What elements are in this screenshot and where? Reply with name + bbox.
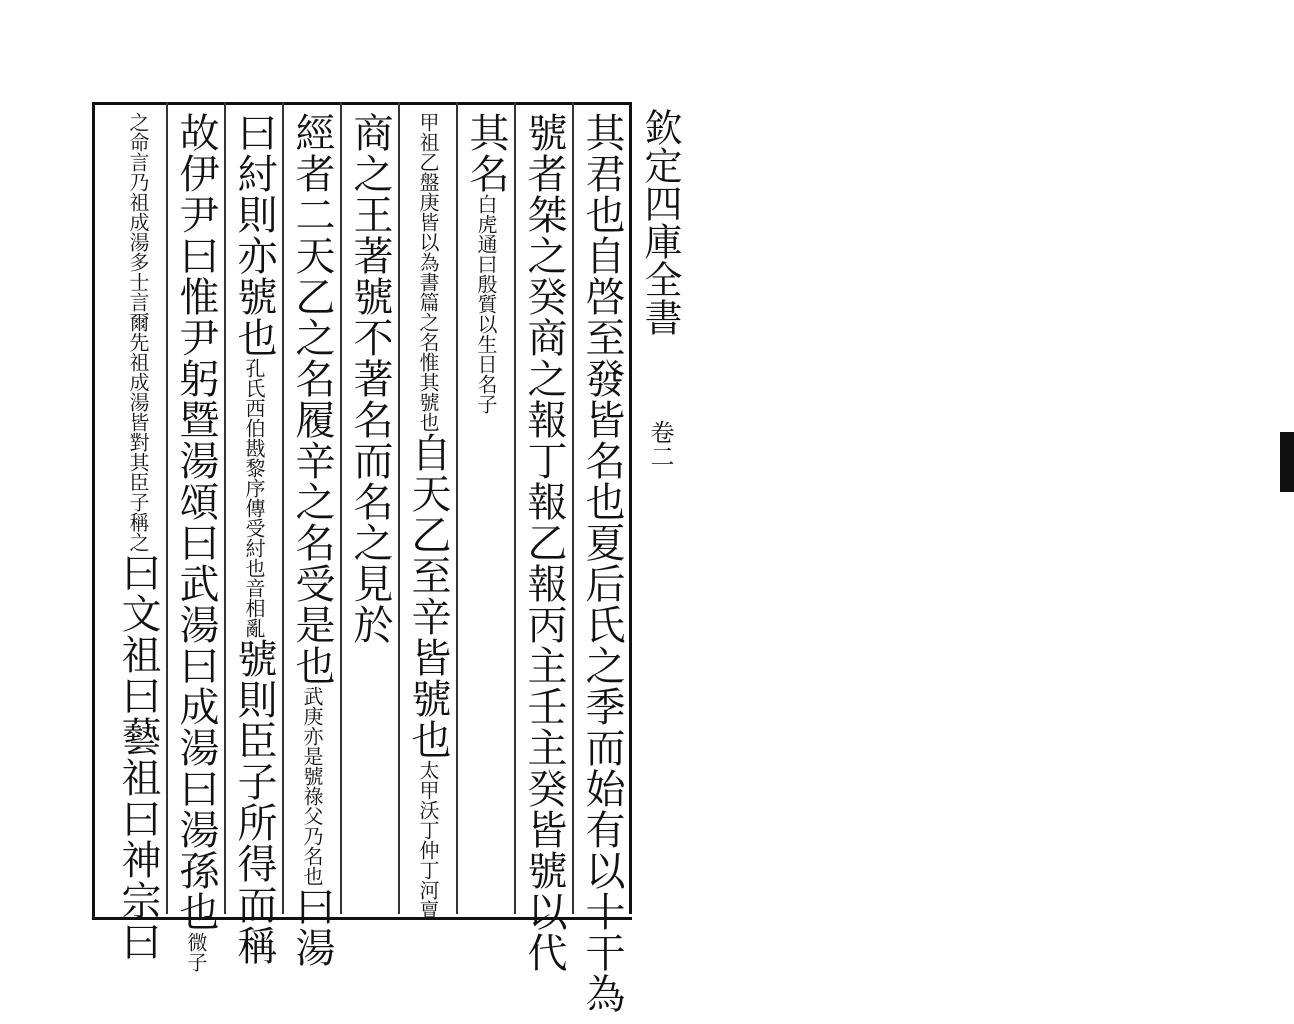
text-column <box>402 112 454 920</box>
text-column <box>518 112 570 973</box>
column-rule <box>398 102 400 914</box>
text-column <box>460 112 512 912</box>
main-text: 故伊尹曰惟尹躬暨湯頌曰武湯曰成湯曰湯孫也 <box>173 112 219 932</box>
text-column <box>344 112 396 912</box>
main-text: 經者二天乙之名履辛之名受是也 <box>289 112 335 686</box>
column-rule <box>166 102 168 914</box>
main-text: 曰文祖曰藝祖曰神宗曰 <box>115 552 161 962</box>
annotation-text: 甲祖乙盤庚皆以為書篇之名惟其號也 <box>416 112 440 432</box>
main-text: 曰紂則亦號也 <box>231 112 277 358</box>
column-rule <box>456 102 458 914</box>
main-text: 其名 <box>463 112 509 194</box>
main-text: 曰湯 <box>289 886 335 968</box>
text-column <box>286 112 338 968</box>
annotation-text: 武庚亦是號祿父乃名也 <box>300 686 324 886</box>
column-rule <box>224 102 226 914</box>
column-rule <box>340 102 342 914</box>
annotation-text: 之命言乃祖成湯多士言爾先祖成湯皆對其臣子稱之 <box>126 112 150 552</box>
main-text: 號者桀之癸商之報丁報乙報丙主壬主癸皆號以代 <box>521 112 567 973</box>
main-text: 其君也自啓至發皆名也夏后氏之季而始有以十干為 <box>579 112 625 1014</box>
book-title: 欽定四庫全書 <box>638 108 682 336</box>
annotation-text: 微子 <box>184 932 208 972</box>
text-column <box>576 112 628 1014</box>
text-column <box>228 112 280 966</box>
text-column <box>170 112 222 972</box>
main-text: 商之王著號不著名而名之見於 <box>347 112 393 645</box>
annotation-text: 孔氏西伯戡黎序傳受紂也音相亂 <box>242 358 266 638</box>
column-rule <box>572 102 574 914</box>
text-column <box>112 112 164 962</box>
fish-tail-mark <box>1280 432 1294 492</box>
volume-label: 卷二 <box>646 420 674 468</box>
main-text: 號則臣子所得而稱 <box>231 638 277 966</box>
annotation-text: 太甲沃丁仲丁河亶 <box>416 760 440 920</box>
annotation-text: 白虎通曰殷質以生日名子 <box>474 194 498 414</box>
column-rule <box>282 102 284 914</box>
column-rule <box>514 102 516 914</box>
main-text: 自天乙至辛皆號也 <box>405 432 451 760</box>
